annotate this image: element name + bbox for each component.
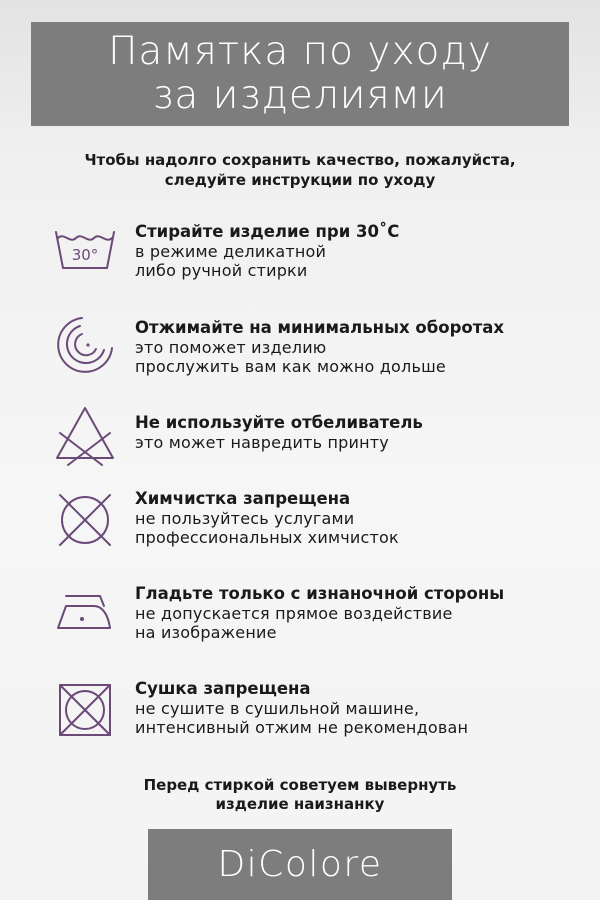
no-dry-clean-icon (52, 487, 118, 553)
care-desc-line1: это может навредить принту (135, 433, 389, 452)
care-heading: Отжимайте на минимальных оборотах (135, 318, 505, 337)
footer-note (0, 776, 600, 814)
care-text (135, 489, 585, 547)
no-tumble-dry-icon (52, 677, 118, 743)
page-title-line2: за изделиями (152, 73, 448, 118)
care-item-tumble-dry (0, 679, 600, 769)
care-text (135, 679, 585, 737)
care-heading: Химчистка запрещена (135, 489, 351, 508)
care-desc-line2: либо ручной стирки (135, 261, 308, 280)
care-desc-line2: на изображение (135, 623, 277, 642)
brand-name: DiColore (217, 844, 383, 885)
care-desc-line1: не сушите в сушильной машине, (135, 699, 420, 718)
wash-temperature-label: 30° (71, 246, 99, 264)
care-heading: Стирайте изделие при 30˚С (135, 222, 400, 241)
brand-banner (148, 829, 452, 900)
care-item-iron (0, 584, 600, 674)
care-heading: Гладьте только с изнаночной стороны (135, 584, 505, 603)
care-item-wash (0, 222, 600, 312)
care-item-dry-clean (0, 489, 600, 579)
care-desc-line1: не пользуйтесь услугами (135, 509, 355, 528)
wash-30-icon (52, 218, 118, 284)
care-text (135, 413, 585, 452)
page-title-line1: Памятка по уходу (108, 29, 492, 74)
no-bleach-icon (52, 403, 118, 469)
intro-line1: Чтобы надолго сохранить качество, пожалуйста, (84, 151, 516, 169)
iron-low-icon (52, 584, 118, 650)
care-text (135, 584, 585, 642)
gentle-spin-icon (52, 312, 118, 378)
footer-note-line1: Перед стиркой советуем вывернуть (143, 776, 457, 794)
care-desc-line2: прослужить вам как можно дольше (135, 357, 446, 376)
care-text (135, 318, 585, 376)
title-banner (31, 22, 569, 126)
care-item-spin (0, 318, 600, 408)
care-desc-line1: не допускается прямое воздействие (135, 604, 453, 623)
care-desc-line2: профессиональных химчисток (135, 528, 399, 547)
intro-text (0, 150, 600, 190)
care-desc-line1: в режиме деликатной (135, 242, 327, 261)
care-desc-line2: интенсивный отжим не рекомендован (135, 718, 469, 737)
care-heading: Не используйте отбеливатель (135, 413, 423, 432)
footer-note-line2: изделие наизнанку (215, 795, 385, 813)
intro-line2: следуйте инструкции по уходу (164, 171, 436, 189)
care-desc-line1: это поможет изделию (135, 338, 327, 357)
care-heading: Сушка запрещена (135, 679, 311, 698)
care-text (135, 222, 585, 280)
